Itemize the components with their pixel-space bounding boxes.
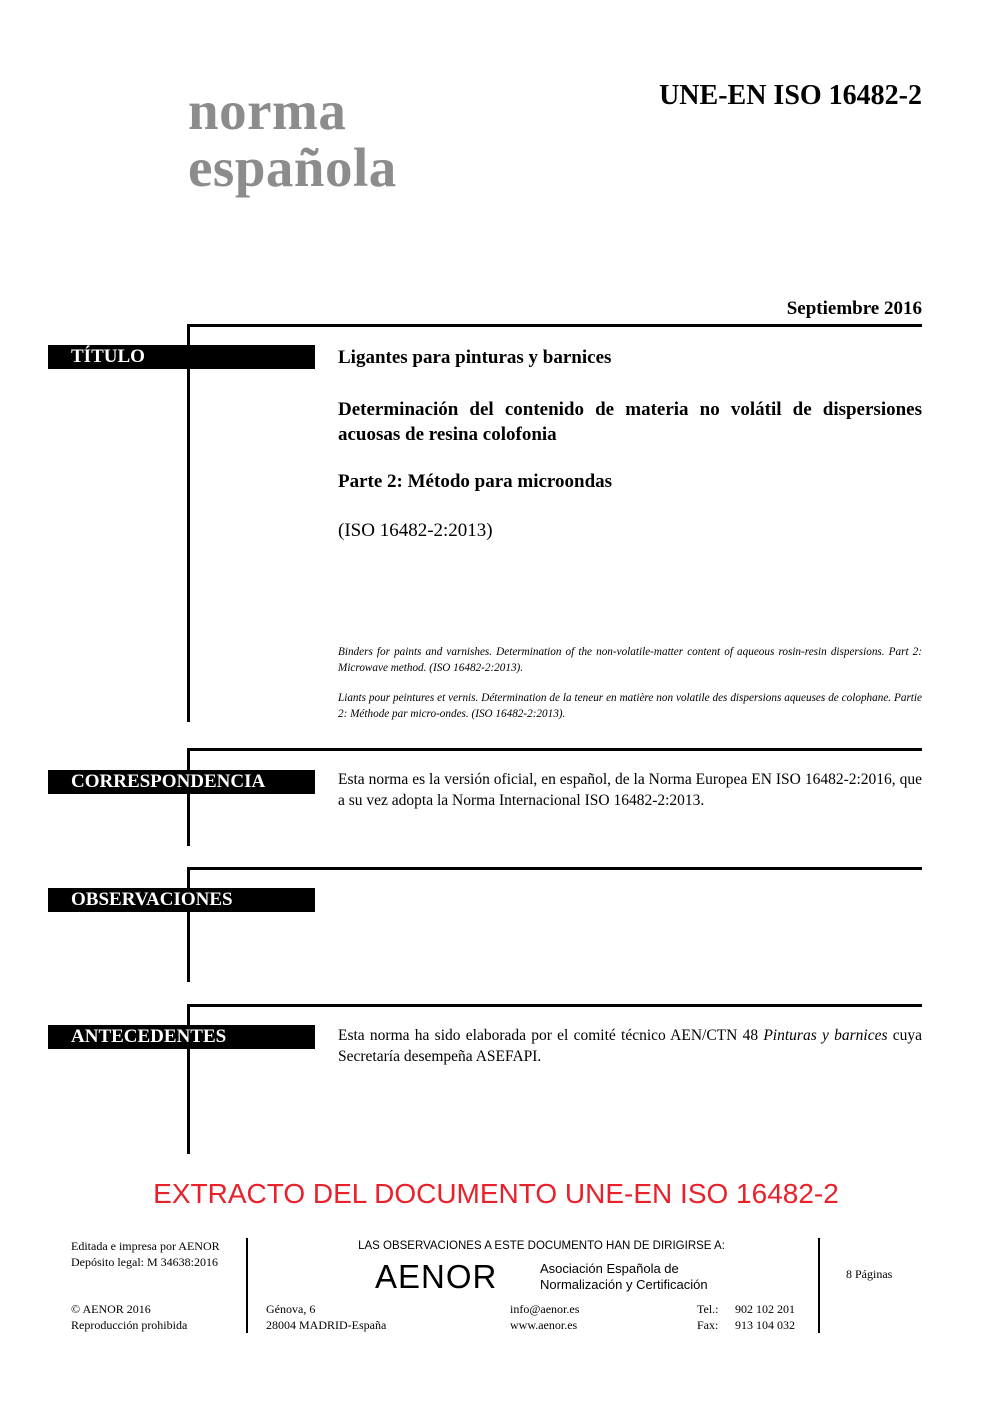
fax-number: 913 104 032 <box>735 1318 795 1332</box>
footer-copyright-block <box>71 1301 187 1333</box>
footer-edited-by: Editada e impresa por AENOR <box>71 1239 220 1253</box>
org-line-1: Asociación Española de <box>540 1261 679 1276</box>
standard-code: UNE-EN ISO 16482-2 <box>659 80 922 111</box>
tel-label: Tel.: <box>697 1302 719 1316</box>
correspondencia-text: Esta norma es la versión oficial, en español, de la Norma Europea EN ISO 16482-2:2016, que a su vez adopta la Norma Internacional ISO 16482-2:2013. <box>338 771 922 809</box>
footer-divider-right <box>818 1238 820 1333</box>
brand-line-1: norma <box>188 80 347 141</box>
antecedentes-text-end: cuya Secretaría desempeña ASEFAPI. <box>338 1027 922 1065</box>
footer-legal-deposit: Depósito legal: M 34638:2016 <box>71 1255 218 1269</box>
vertical-rule-observaciones <box>187 867 190 982</box>
fax-label: Fax: <box>697 1318 719 1332</box>
org-line-2: Normalización y Certificación <box>540 1277 708 1292</box>
divider-correspondencia <box>187 748 922 751</box>
address-line-1: Génova, 6 <box>266 1302 316 1316</box>
divider-observaciones <box>187 867 922 870</box>
footer-divider-left <box>246 1238 248 1333</box>
title-main: Ligantes para pinturas y barnices <box>338 347 612 368</box>
divider-antecedentes <box>187 1004 922 1007</box>
title-french-translation: Liants pour peintures et vernis. Détermination de la teneur en matière non volatile des dispersions aqueuses de colophane. Partie 2: Méthode par micro-ondes. (ISO 16482-2:2013). <box>338 692 922 720</box>
footer-reproduction: Reproducción prohibida <box>71 1318 188 1332</box>
extract-notice: EXTRACTO DEL DOCUMENTO UNE-EN ISO 16482-2 <box>153 1178 839 1209</box>
address-line-2: 28004 MADRID-España <box>266 1318 387 1332</box>
antecedentes-text <box>338 1025 922 1067</box>
aenor-organization <box>540 1261 708 1293</box>
footer-address <box>266 1301 386 1333</box>
footer-edition <box>71 1238 220 1270</box>
title-iso-reference: (ISO 16482-2:2013) <box>338 520 493 541</box>
title-english-translation: Binders for paints and varnishes. Determination of the non-volatile-matter content of aqueous rosin-resin dispersions. Part 2: Microwave method. (ISO 16482-2:2013). <box>338 646 922 674</box>
antecedentes-text-start: Esta norma ha sido elaborada por el comité técnico AEN/CTN 48 <box>338 1027 764 1044</box>
tel-number: 902 102 201 <box>735 1302 795 1316</box>
title-part: Parte 2: Método para microondas <box>338 471 613 492</box>
committee-name: Pinturas y barnices <box>763 1027 888 1044</box>
section-label-titulo: TÍTULO <box>48 345 315 369</box>
footer-copyright: © AENOR 2016 <box>71 1302 151 1316</box>
page-count: 8 Páginas <box>846 1267 893 1281</box>
vertical-rule-correspondencia <box>187 748 190 846</box>
brand-line-2: española <box>188 137 397 198</box>
footer-email[interactable]: info@aenor.es <box>510 1302 580 1316</box>
footer-phone-labels <box>697 1301 719 1333</box>
section-label-correspondencia: CORRESPONDENCIA <box>48 770 315 794</box>
aenor-logo: AENOR <box>375 1258 498 1295</box>
footer-contact <box>510 1301 579 1333</box>
divider-titulo <box>187 324 922 327</box>
section-label-antecedentes: ANTECEDENTES <box>48 1025 315 1049</box>
footer-web[interactable]: www.aenor.es <box>510 1318 578 1332</box>
section-label-observaciones: OBSERVACIONES <box>48 888 315 912</box>
footer-phone-numbers <box>735 1301 795 1333</box>
brand-title <box>188 82 397 196</box>
title-subject: Determinación del contenido de materia no volátil de dispersiones acuosas de resina colofonia <box>338 399 922 445</box>
vertical-rule-titulo <box>187 324 190 722</box>
publication-date: Septiembre 2016 <box>786 298 922 319</box>
footer-observations-title: LAS OBSERVACIONES A ESTE DOCUMENTO HAN DE DIRIGIRSE A: <box>358 1240 725 1252</box>
